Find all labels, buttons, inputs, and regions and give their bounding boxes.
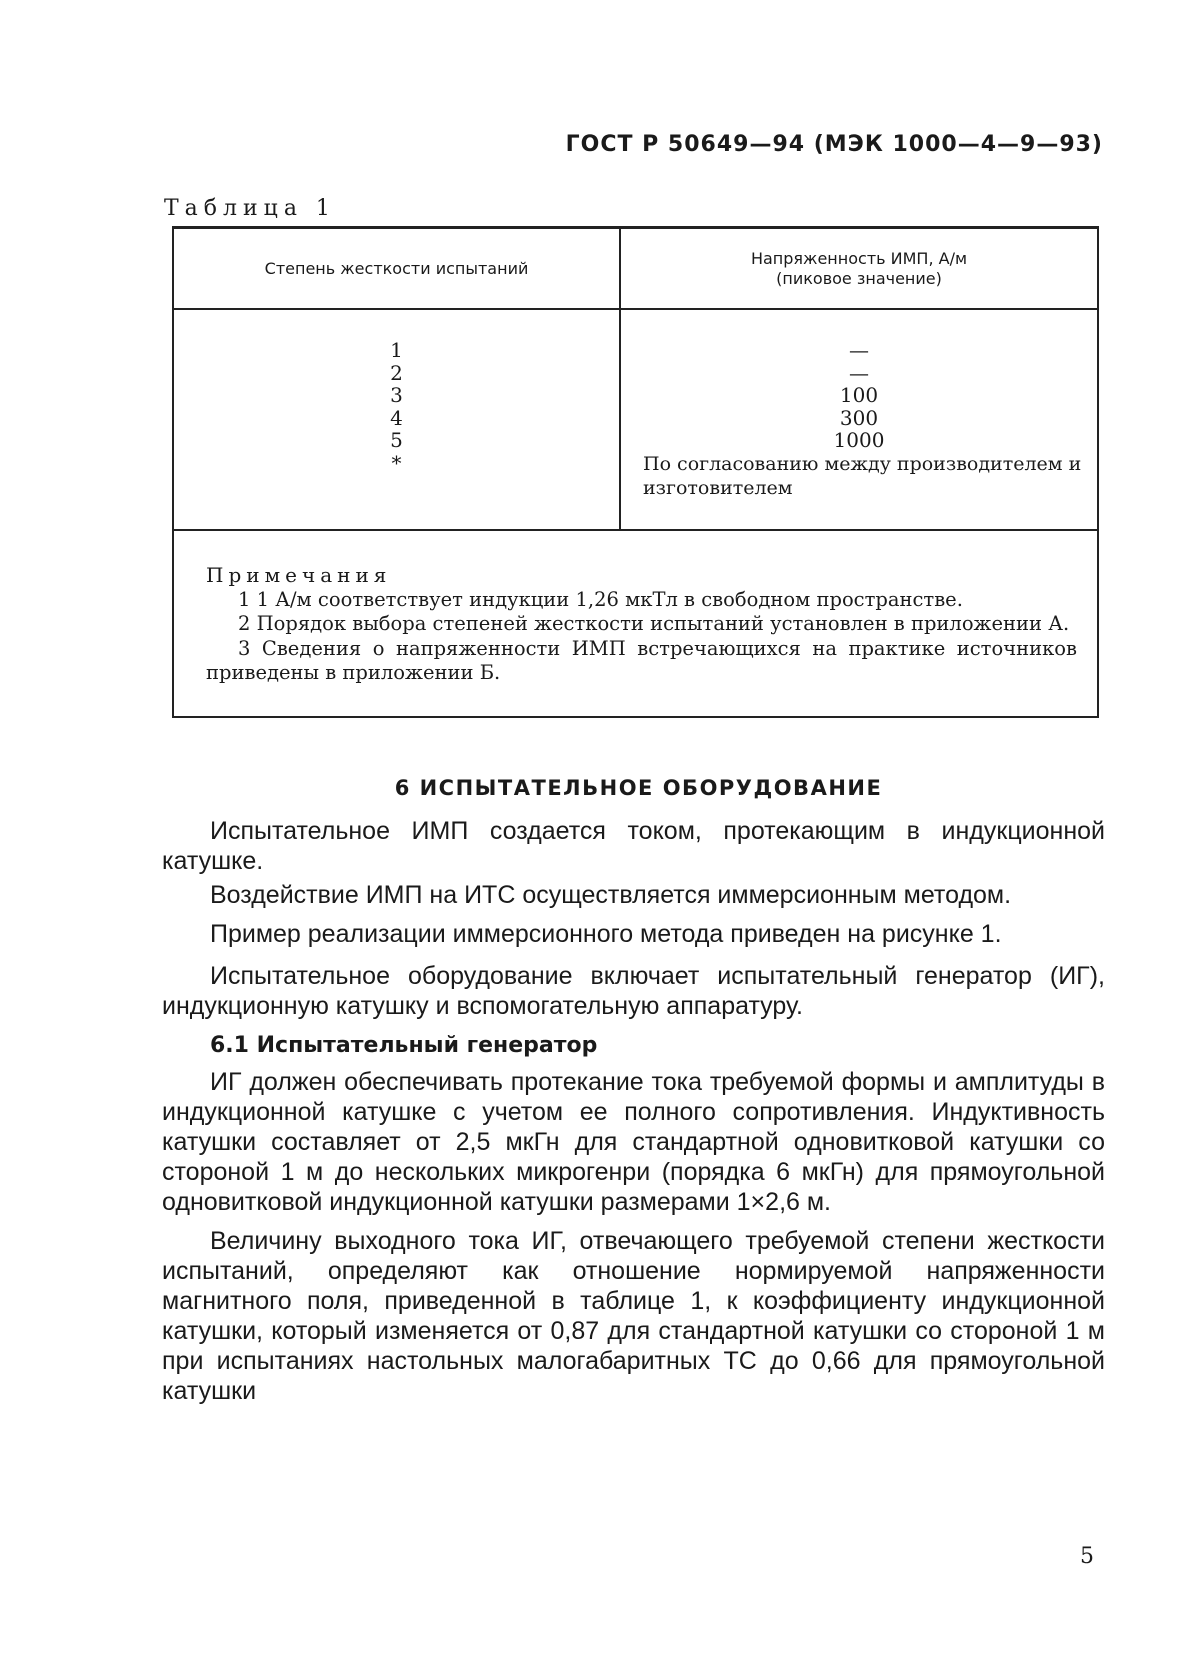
paragraph: Пример реализации иммерсионного метода приведен на рисунке 1.	[210, 920, 1002, 948]
field-strength-values	[621, 339, 1097, 500]
note-item: 1 1 А/м соответствует индукции 1,26 мкТл в свободном пространстве.	[238, 587, 963, 611]
paragraph: Испытательное оборудование включает испытательный генератор (ИГ), индукционную катушку и вспомогательную аппаратуру.	[162, 962, 1105, 1020]
table-cell-level: 1	[390, 338, 403, 362]
column-header-field-strength	[621, 249, 1097, 289]
table-1	[172, 226, 1099, 718]
table-cell-value: 1000	[833, 428, 885, 452]
severity-levels	[174, 339, 619, 474]
notes-divider	[174, 529, 1097, 531]
note-item: 3 Сведения о напряженности ИМП встречающихся на практике источников приведены в приложении Б.	[206, 636, 1077, 684]
column-header-field-strength-line1: Напряженность ИМП, А/м	[750, 249, 968, 268]
table-cell-value: По согласованию между производителем и изготовителем	[643, 452, 1082, 499]
header-divider	[174, 308, 1097, 310]
body-text	[162, 816, 1105, 1406]
paragraph: Воздействие ИМП на ИТС осуществляется иммерсионным методом.	[210, 881, 1012, 909]
column-header-severity: Степень жесткости испытаний	[264, 259, 529, 278]
table-cell-level: 5	[390, 428, 403, 452]
subsection-title: 6.1 Испытательный генератор	[210, 1033, 598, 1058]
paragraph: Испытательное ИМП создается током, протекающим в индукционной катушке.	[162, 817, 1105, 875]
table-label: Таблица 1	[164, 196, 336, 221]
table-cell-value: 100	[839, 383, 879, 407]
table-cell-level: 4	[390, 405, 403, 430]
paragraph: ИГ должен обеспечивать протекание тока требуемой формы и амплитуды в индукционной катушке с учетом ее полного сопротивления. Индуктивность катушки составляет от 2,5 мкГн для стандартной одновитковой катушки со стороной 1 м до нескольких микрогенри (порядка 6 мкГн) для прямоугольной одновитковой индукционной катушки размерами 1×2,6 м.	[162, 1068, 1105, 1216]
document-header: ГОСТ Р 50649—94 (МЭК 1000—4—9—93)	[565, 132, 1103, 157]
table-cell-value: 300	[839, 405, 879, 430]
page-number: 5	[1080, 1544, 1094, 1569]
notes-title: Примечания	[206, 563, 392, 587]
column-header-field-strength-line2: (пиковое значение)	[776, 269, 942, 288]
table-cell-value: —	[849, 360, 869, 385]
table-cell-level: 2	[390, 360, 403, 385]
note-item: 2 Порядок выбора степеней жесткости испытаний установлен в приложении А.	[238, 612, 1070, 635]
table-cell-level: 3	[390, 383, 403, 407]
paragraph: Величину выходного тока ИГ, отвечающего требуемой степени жесткости испытаний, определяют как отношение нормируемой напряженности магнитного поля, приведенной в таблице 1, к коэффициенту индукционной катушки, который изменяется от 0,87 для стандартной катушки со стороной 1 м при испытаниях настольных малогабаритных ТС до 0,66 для прямоугольной катушки	[162, 1227, 1105, 1405]
table-cell-level: *	[391, 450, 402, 475]
table-notes	[206, 563, 1077, 686]
table-cell-value: —	[849, 338, 869, 362]
section-title: 6 ИСПЫТАТЕЛЬНОЕ ОБОРУДОВАНИЕ	[394, 776, 883, 800]
